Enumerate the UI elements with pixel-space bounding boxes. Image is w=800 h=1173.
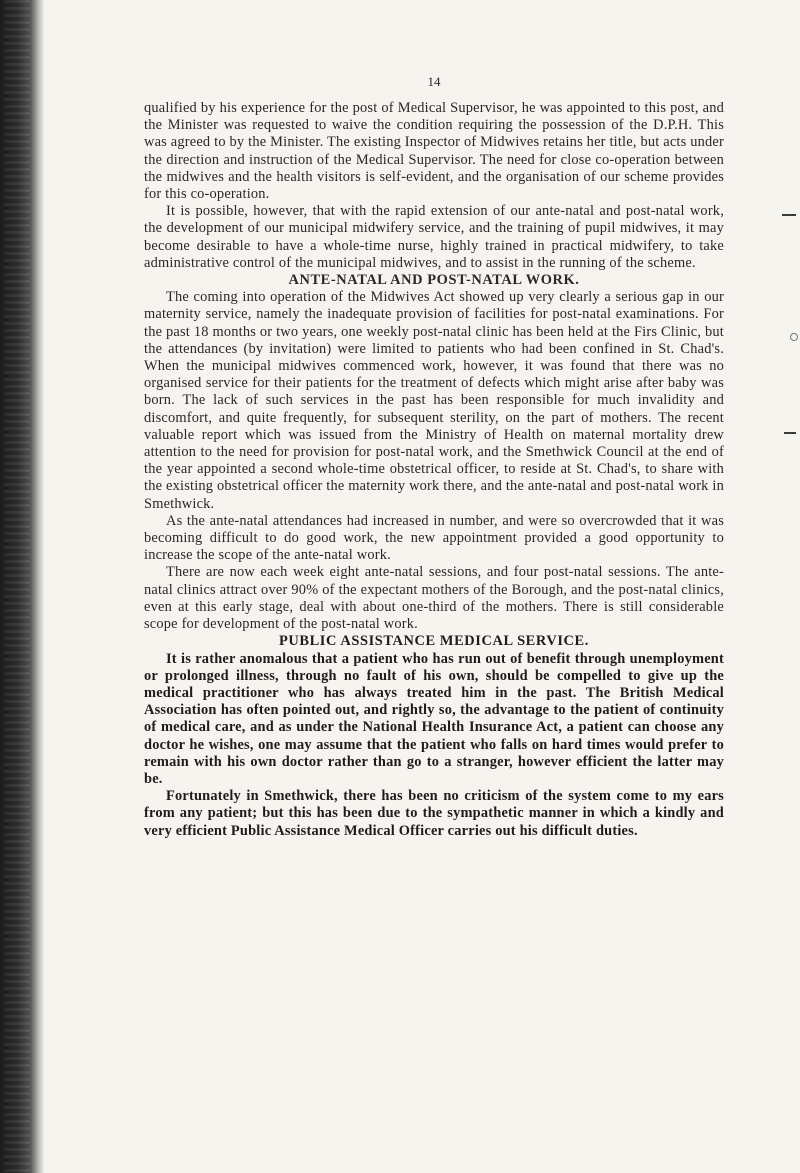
section-heading-ante-natal: ANTE-NATAL AND POST-NATAL WORK.	[288, 272, 580, 289]
margin-mark	[790, 333, 798, 341]
paragraph-overcrowded-clinics: As the ante-natal attendances had increased in number, and were so overcrowded that it was becoming difficult to do good work, the new appointment provided a good opportunity to increase the scope of the ante-natal work.	[144, 512, 724, 564]
document-page	[144, 74, 724, 840]
paragraph-whole-time-nurse: It is possible, however, that with the rapid extension of our ante-natal and post-natal work, the development of our municipal midwifery service, and the training of pupil midwives, it may become desirable to have a whole-time nurse, highly trained in practical midwifery, to take administrative control of the municipal midwives, and to assist in the running of the scheme.	[144, 203, 724, 271]
scan-margin-marks	[780, 0, 800, 1173]
paragraph-weekly-sessions: There are now each week eight ante-natal sessions, and four post-natal sessions. The ante-natal clinics attract over 90% of the expectant mothers of the Borough, and the post-natal clinics, even at this early stage, deal with about one-third of the mothers. There is still considerable scope for development of the post-natal work.	[144, 564, 724, 633]
paragraph-medical-supervisor: qualified by his experience for the post of Medical Supervisor, he was appointed to this post, and the Minister was requested to waive the condition requiring the possession of the D.P.H. This was agreed to by the Minister. The existing Inspector of Midwives retains her title, but acts under the direction and instruction of the Medical Supervisor. The need for close co-operation between the midwives and the health visitors is self-evident, and the organisation of our scheme provides for this co-operation.	[144, 100, 724, 203]
page-number: 14	[427, 74, 441, 89]
margin-mark	[782, 214, 796, 216]
paragraph-anomalous-patient: It is rather anomalous that a patient who has run out of benefit through unemployment or prolonged illness, through no fault of his own, should be compelled to give up the medical practitioner who has always treated him in the past. The British Medical Association has often pointed out, and rightly so, the advantage to the patient of continuity of medical care, and as under the National Health Insurance Act, a patient can choose any doctor he wishes, one may assume that the patient who falls on hard times would prefer to remain with his own doctor rather than go to a stranger, however efficient the latter may be.	[144, 650, 724, 787]
paragraph-midwives-act: The coming into operation of the Midwives Act showed up very clearly a serious gap in our maternity service, namely the inadequate provision of facilities for post-natal examinations. For the past 18 months or two years, one weekly post-natal clinic has been held at the Firs Clinic, but the attendances (by invitation) were limited to patients who had been confined in St. Chad's. When the municipal midwives commenced work, however, it was found that there was no organised service for their patients for the treatment of defects which might arise after baby was born. The lack of such services in the past has been responsible for much invalidity and discomfort, and quite frequently, for subsequent sterility, on the part of mothers. The recent valuable report which was issued from the Ministry of Health on maternal mortality drew attention to the need for provision for post-natal work, and the Smethwick Council at the end of the year appointed a second whole-time obstetrical officer, to reside at St. Chad's, to share with the existing obstetrical officer the maternity work there, and the ante-natal and post-natal work in Smethwick.	[144, 289, 724, 512]
scan-binding-edge	[0, 0, 44, 1173]
paragraph-no-criticism: Fortunately in Smethwick, there has been no criticism of the system come to my ears from any patient; but this has been due to the sympathetic manner in which a kindly and very efficient Public Assistance Medical Officer carries out his difficult duties.	[144, 788, 724, 839]
section-heading-public-assistance: PUBLIC ASSISTANCE MEDICAL SERVICE.	[279, 633, 589, 650]
margin-mark	[784, 432, 796, 434]
